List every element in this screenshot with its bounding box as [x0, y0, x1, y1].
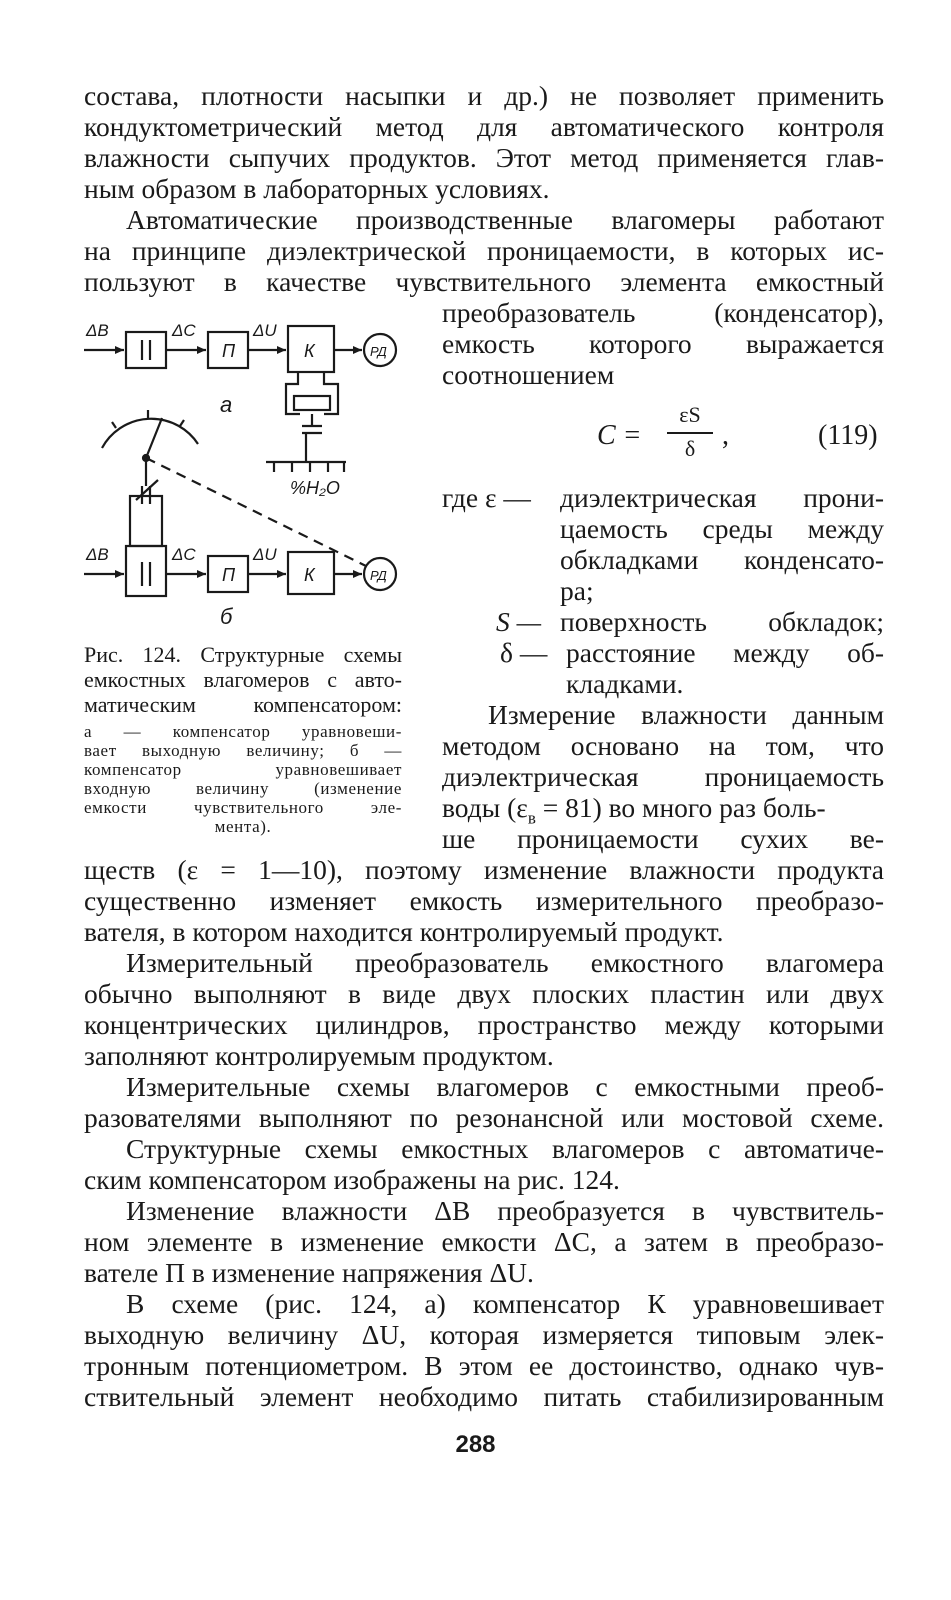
- text-line: ным образом в лабораторных условиях.: [84, 174, 550, 204]
- label-k: К: [304, 341, 315, 361]
- label-a: а: [220, 392, 233, 417]
- caption-line: емкостных влагомеров с авто-: [84, 667, 402, 692]
- text-line: Измерительные схемы влагомеров с емкостными преоб-: [126, 1072, 884, 1102]
- text-line: соотношением: [442, 360, 615, 390]
- formula-comma: ,: [722, 420, 729, 451]
- definition-symbol: δ —: [500, 637, 548, 668]
- figure-124-diagram: [80, 300, 420, 640]
- text-line: заполняют контролируемым продуктом.: [84, 1041, 554, 1071]
- caption-line: емкости чувствительного эле-: [84, 798, 402, 817]
- formula-denominator: δ: [684, 436, 696, 461]
- text-line: методом основано на том, что: [442, 731, 884, 761]
- formula-numerator: εS: [679, 402, 701, 427]
- text-line: пользуют в качестве чувствительного элемента емкостный: [84, 267, 884, 297]
- label-rd: РД: [370, 568, 387, 583]
- label-delta-b: ΔB: [86, 545, 109, 564]
- caption-line: мента).: [214, 817, 272, 836]
- text-line: обычно выполняют в виде двух плоских пластин или двух: [84, 979, 884, 1009]
- label-p: П: [222, 565, 236, 585]
- caption-line: Рис. 124. Структурные схемы: [84, 642, 402, 667]
- scheme-b: [84, 496, 396, 596]
- sensor-box: [126, 332, 166, 368]
- reference-capacitor: [294, 396, 330, 410]
- text-line: воды $(\varepsilon_в = 81)$ во много раз боль-: [442, 793, 826, 824]
- dial-needle: [146, 418, 162, 458]
- dial-arc: [102, 419, 198, 448]
- label-rd: РД: [370, 344, 387, 359]
- definition-line: диэлектрическая прони-: [560, 483, 884, 513]
- label-delta-u: ΔU: [253, 321, 277, 340]
- compensator-frame: [130, 496, 162, 546]
- definition-line: поверхность обкладок;: [560, 607, 884, 637]
- definition-line: ра;: [560, 576, 594, 606]
- text-line: преобразователь (конденсатор),: [442, 298, 884, 328]
- scheme-a: [84, 326, 396, 472]
- text-line: В схеме (рис. 124, а) компенсатор К уравновешивает: [126, 1289, 884, 1319]
- dial-tick: [180, 420, 184, 426]
- text-line: влажности сыпучих продуктов. Этот метод применяется глав-: [84, 143, 884, 173]
- text-line: Структурные схемы емкостных влагомеров с автоматиче-: [126, 1134, 884, 1164]
- label-delta-c: ΔC: [172, 545, 196, 564]
- label-delta-b: ΔB: [86, 321, 109, 340]
- definition-line: расстояние между об-: [566, 638, 884, 668]
- text-line: разователями выполняют по резонансной или мостовой схеме.: [84, 1103, 884, 1133]
- text-line: Измерительный преобразователь емкостного влагомера: [126, 948, 884, 978]
- label-h2o: %H₂O: [290, 478, 340, 498]
- text-line: выходную величину ΔU, которая измеряется типовым элек-: [84, 1320, 884, 1350]
- text-line: Изменение влажности ΔB преобразуется в чувствитель-: [126, 1196, 884, 1226]
- equation-number: (119): [818, 420, 878, 451]
- sensor-box: [126, 546, 166, 596]
- text-line: вателе П в изменение напряжения ΔU.: [84, 1258, 534, 1288]
- text-line: кондуктометрический метод для автоматического контроля: [84, 112, 884, 142]
- label-k: К: [304, 565, 315, 585]
- text-line: ном элементе в изменение емкости ΔC, а затем в преобразо-: [84, 1227, 884, 1257]
- text-line: Измерение влажности данным: [488, 700, 884, 730]
- text-line: концентрических цилиндров, пространство между которыми: [84, 1010, 884, 1040]
- definition-line: кладками.: [566, 669, 684, 699]
- text-line: ским компенсатором изображены на рис. 124.: [84, 1165, 620, 1195]
- page-number: 288: [455, 1431, 496, 1458]
- label-b: б: [220, 604, 233, 629]
- formula-lhs: C =: [597, 420, 642, 451]
- label-delta-u: ΔU: [253, 545, 277, 564]
- definition-symbol: S —: [496, 606, 542, 637]
- fraction-bar: [667, 432, 713, 434]
- text-line: ществ (ε = 1—10), поэтому изменение влажности продукта: [84, 855, 884, 885]
- text-line: тронным потенциометром. В этом ее достоинство, однако чув-: [84, 1351, 884, 1381]
- text-line: диэлектрическая проницаемость: [442, 762, 884, 792]
- text-line: ствительный элемент необходимо питать стабилизированным: [84, 1382, 884, 1412]
- text-line: Автоматические производственные влагомеры работают: [126, 205, 884, 235]
- definition-line: цаемость среды между: [560, 514, 884, 544]
- dial-tick: [112, 422, 116, 428]
- caption-line: вает выходную величину; б —: [84, 741, 402, 760]
- definition-line: обкладками конденсато-: [560, 545, 884, 575]
- definition-symbol: где ε —: [442, 482, 531, 513]
- caption-line: матическим компенсатором:: [84, 692, 402, 717]
- text-line: вателя, в котором находится контролируемый продукт.: [84, 917, 724, 947]
- text-line: состава, плотности насыпки и др.) не позволяет применить: [84, 81, 884, 111]
- caption-line: а — компенсатор уравновеши-: [84, 722, 402, 741]
- caption-line: компенсатор уравновешивает: [84, 760, 402, 779]
- text-line: на принципе диэлектрической проницаемости, в которых ис-: [84, 236, 884, 266]
- label-p: П: [222, 341, 236, 361]
- caption-line: входную величину (изменение: [84, 779, 402, 798]
- text-line: ше проницаемости сухих ве-: [442, 824, 884, 854]
- text-line: существенно изменяет емкость измерительного преобразо-: [84, 886, 884, 916]
- label-delta-c: ΔC: [172, 321, 196, 340]
- text-line: емкость которого выражается: [442, 329, 884, 359]
